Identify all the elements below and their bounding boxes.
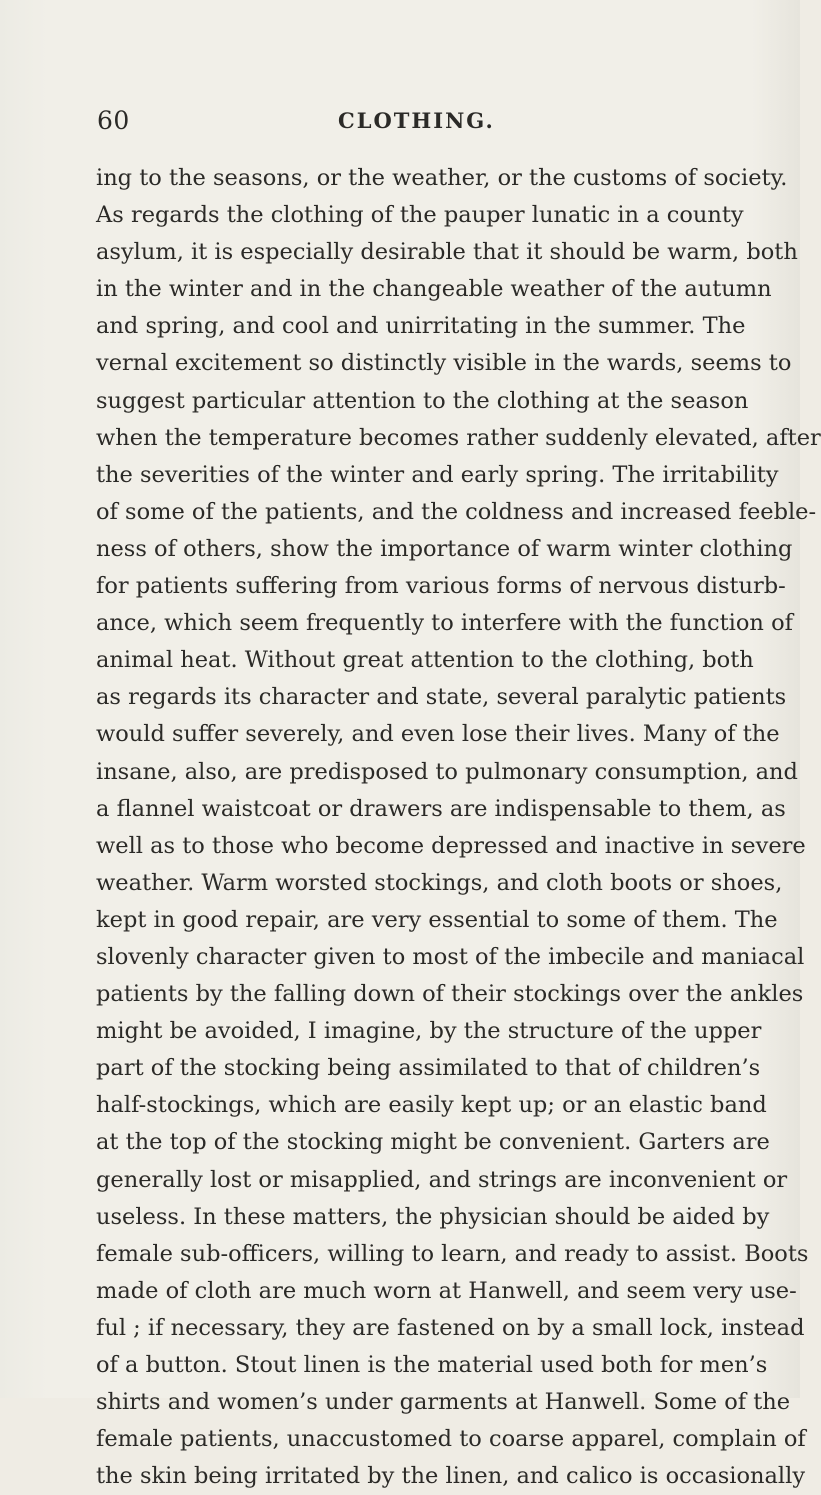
- text-line: As regards the clothing of the pauper lunatic in a county: [96, 202, 744, 229]
- text-line: ness of others, show the importance of warm winter clothing: [96, 535, 793, 562]
- text-line: the severities of the winter and early spring. The irritability: [96, 461, 779, 488]
- text-line: at the top of the stocking might be convenient. Garters are: [96, 1129, 770, 1156]
- text-line: well as to those who become depressed and inactive in severe: [96, 832, 806, 859]
- page-header: [0, 106, 800, 146]
- text-line: and spring, and cool and unirritating in the summer. The: [96, 313, 746, 340]
- text-line: a flannel waistcoat or drawers are indispensable to them, as: [96, 795, 786, 822]
- text-line: half-stockings, which are easily kept up; or an elastic band: [96, 1092, 767, 1119]
- text-line: would suffer severely, and even lose their lives. Many of the: [96, 721, 780, 748]
- text-line: the skin being irritated by the linen, and calico is occasionally: [96, 1463, 806, 1490]
- text-line: slovenly character given to most of the imbecile and maniacal: [96, 943, 805, 970]
- text-line: asylum, it is especially desirable that it should be warm, both: [96, 239, 798, 266]
- text-line: useless. In these matters, the physician should be aided by: [96, 1203, 770, 1230]
- running-head: CLOTHING.: [338, 108, 495, 133]
- text-line: of some of the patients, and the coldness and increased feeble-: [96, 498, 817, 525]
- text-line: weather. Warm worsted stockings, and cloth boots or shoes,: [96, 869, 783, 896]
- text-line: of a button. Stout linen is the material used both for men’s: [96, 1352, 768, 1378]
- text-line: ing to the seasons, or the weather, or the customs of society.: [96, 165, 788, 191]
- text-line: for patients suffering from various forms of nervous disturb-: [96, 573, 786, 600]
- text-line: insane, also, are predisposed to pulmonary consumption, and: [96, 758, 798, 785]
- text-line: in the winter and in the changeable weather of the autumn: [96, 276, 772, 303]
- text-line: part of the stocking being assimilated to that of children’s: [96, 1055, 761, 1082]
- text-line: shirts and women’s under garments at Hanwell. Some of the: [96, 1389, 791, 1416]
- text-line: might be avoided, I imagine, by the structure of the upper: [96, 1018, 762, 1045]
- body-text: [96, 160, 821, 1495]
- text-line: ance, which seem frequently to interfere with the function of: [96, 610, 793, 637]
- text-line: as regards its character and state, several paralytic patients: [96, 684, 787, 711]
- text-line: female sub-officers, willing to learn, and ready to assist. Boots: [96, 1240, 809, 1267]
- text-line: animal heat. Without great attention to the clothing, both: [96, 647, 754, 674]
- text-line: generally lost or misapplied, and strings are inconvenient or: [96, 1166, 788, 1193]
- text-line: suggest particular attention to the clothing at the season: [96, 387, 749, 414]
- text-line: when the temperature becomes rather suddenly elevated, after: [96, 424, 821, 451]
- text-line: vernal excitement so distinctly visible in the wards, seems to: [96, 350, 792, 377]
- page-number: 60: [97, 106, 130, 135]
- text-line: made of cloth are much worn at Hanwell, and seem very use-: [96, 1277, 797, 1304]
- text-line: female patients, unaccustomed to coarse apparel, complain of: [96, 1426, 806, 1453]
- text-line: kept in good repair, are very essential to some of them. The: [96, 906, 778, 933]
- text-line: ful ; if necessary, they are fastened on by a small lock, instead: [96, 1314, 805, 1341]
- text-line: patients by the falling down of their stockings over the ankles: [96, 981, 804, 1008]
